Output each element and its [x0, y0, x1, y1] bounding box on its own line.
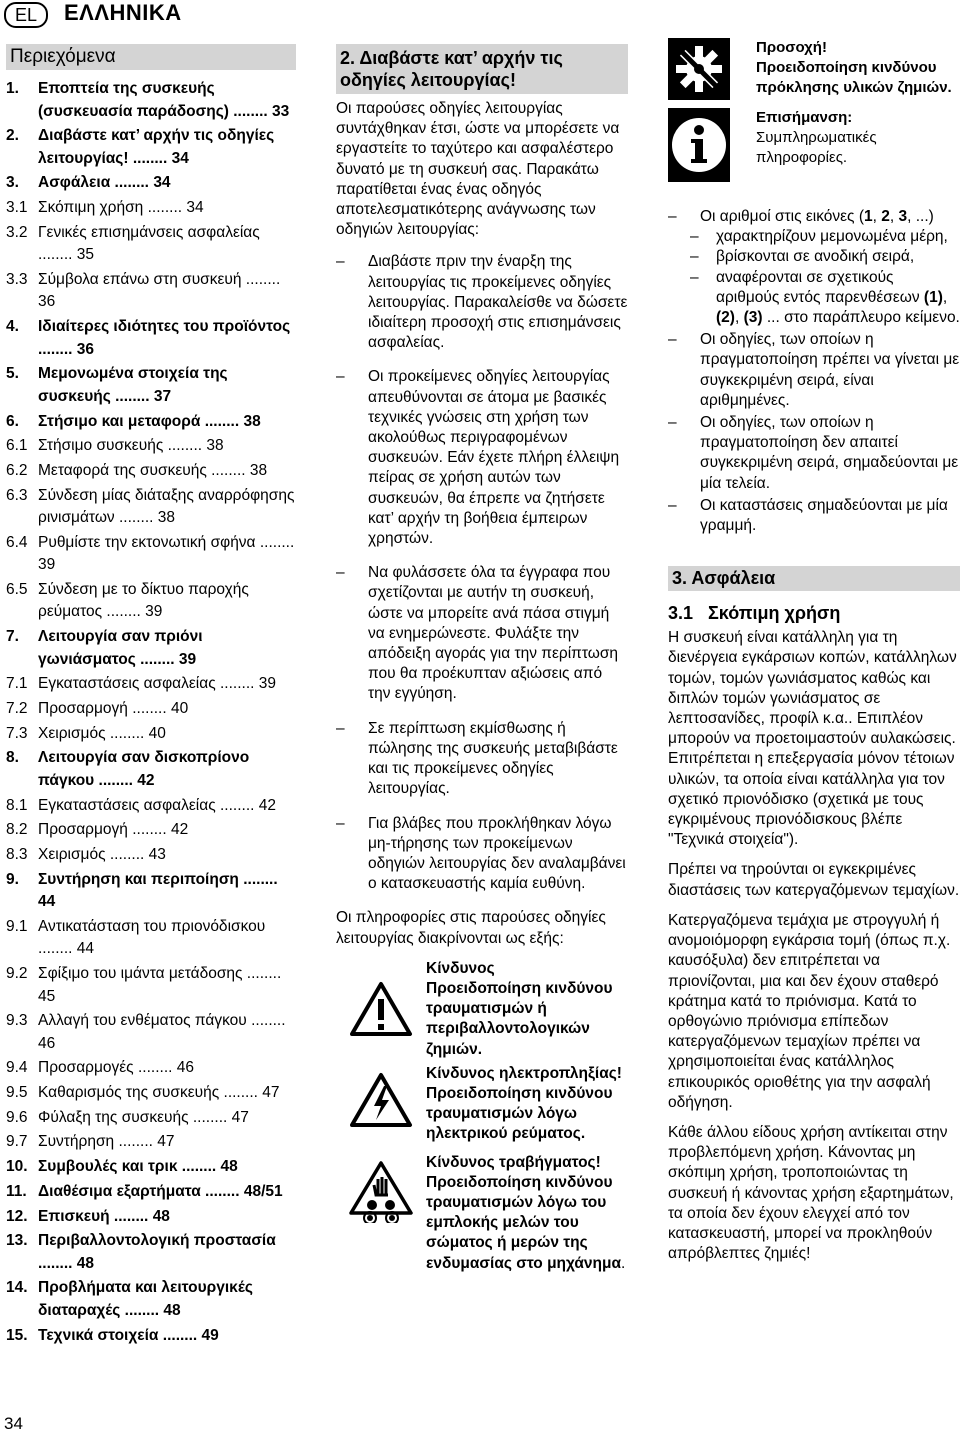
toc-entry-page: 46: [176, 1059, 194, 1077]
toc-entry-number: 6.2: [6, 461, 28, 479]
caution-title: Προσοχή!: [756, 39, 827, 56]
toc-entry-text: Διαθέσιμα εξαρτήματα: [38, 1182, 201, 1200]
toc-entry-number: 6.4: [6, 533, 28, 551]
toc-entry-number: 2.: [6, 127, 19, 145]
note-block: [668, 108, 960, 187]
toc-entry: 9.2 Σφίξιμο του ιμάντα μετάδοσης ........ 45: [6, 963, 296, 1008]
toc-entry-text: Προσαρμογή: [38, 821, 128, 839]
toc-entry-number: 1.: [6, 80, 19, 97]
language-title: ΕΛΛΗΝΙΚΑ: [64, 0, 182, 25]
toc-entry-text: Στήσιμο και μεταφορά: [38, 412, 201, 430]
hazard-entangle-period: .: [621, 1254, 626, 1272]
toc-entry: 8. Λειτουργία σαν δισκοπρίονο πάγκου ........ 42: [6, 747, 296, 792]
toc-entry-page: 42: [258, 796, 277, 814]
section2-bullets: [336, 252, 628, 894]
toc-entry-page: 43: [148, 845, 166, 863]
toc-entry-page: 35: [76, 246, 95, 264]
toc-entry: 6.4 Ρυθμίστε την εκτονωτική σφήνα ........ 39: [6, 532, 296, 577]
toc-entry-page: 44: [38, 893, 56, 911]
toc-entry-page: 39: [178, 650, 197, 668]
toc-entry-number: 9.7: [6, 1133, 28, 1151]
toc-entry-number: 4.: [6, 318, 19, 336]
toc-entry: 9.4 Προσαρμογές ........ 46: [6, 1057, 296, 1080]
toc-entry-page: 47: [262, 1084, 280, 1102]
usage-paragraph-3: Κατεργαζόμενα τεμάχια με στρογγυλή ή ανομοιόμορφη εγκάρσια τομή (όπως π.χ. καυσόξυλα) δεν επιτρέπεται να πριονίζονται, μια και δεν έχουν σταθερό κράτημα κατά το πριόνισμα. Κατά το ορθογώνιο πριόνισμα επίπεδων κατεργαζόμενων τεμαχίων πρέπει να χρησιμοποιείται ένας κατάλληλος επικουρικός οριοθέτης για την ασφαλή οδήγηση.: [668, 911, 951, 1111]
toc-entry-number: 6.3: [6, 486, 28, 504]
usage-paragraph-4: Κάθε άλλου είδους χρήση αντίκειται στην προβλεπόμενη χρήση. Κάνοντας μη σκόπιμη χρήση, τροποποιώντας τη συσκευή ή κάνοντας χρήση εξαρτημάτων, τα οποία δεν έχουν ελεγχεί από τον κατασκευαστή, μπορεί να προκληθούν απρόβλεπτες ζημιές!: [668, 1123, 954, 1263]
toc-entry: 6.5 Σύνδεση με το δίκτυο παροχής ρεύματος ........ 39: [6, 579, 296, 624]
hazard-electric-title: Κίνδυνος ηλεκτροπληξίας!: [426, 1064, 622, 1082]
toc-entry-text: Χειρισμός: [38, 724, 106, 742]
toc-entry: 9.6 Φύλαξη της συσκευής ........ 47: [6, 1107, 296, 1130]
toc-entry-number: 13.: [6, 1232, 28, 1250]
hazard-danger-title: Κίνδυνος: [426, 959, 495, 977]
toc-entry-page: 37: [153, 387, 172, 405]
info-icon: [668, 108, 730, 182]
toc-entry-text: Μεταφορά της συσκευής: [38, 461, 207, 479]
toc-list: [6, 78, 296, 1347]
toc-entry-text: Λειτουργία σαν πριόνι γωνιάσματος: [38, 628, 203, 668]
toc-entry-text: Συντήρηση: [38, 1133, 115, 1151]
toc-entry-text: Σύνδεση μίας διάταξης αναρρόφησης ρινισμάτων: [38, 486, 295, 527]
toc-entry-text: Εγκαταστάσεις ασφαλείας: [38, 796, 216, 814]
toc-entry-text: Περιβαλλοντολογική προστασία: [38, 1232, 276, 1250]
hazard-entangle-text: Προειδοποίηση κινδύνου τραυματισμών λόγω του εμπλοκής μελών του σώματος ή μερών της ενδυμασίας στο μηχάνημα: [426, 1173, 622, 1272]
toc-entry-text: Προσαρμογές: [38, 1059, 134, 1077]
toc-entry-page: 48: [152, 1207, 170, 1225]
toc-entry-text: Καθαρισμός της συσκευής: [38, 1084, 220, 1102]
toc-entry-page: 45: [38, 987, 56, 1005]
toc-entry-page: 38: [157, 509, 175, 527]
note-title: Επισήμανση:: [756, 109, 853, 126]
toc-entry-text: Συντήρηση και περιποίηση: [38, 870, 239, 888]
toc-entry-page: 36: [38, 293, 56, 311]
toc-entry: 8.2 Προσαρμογή ........ 42: [6, 819, 296, 842]
toc-entry-number: 6.5: [6, 580, 28, 598]
toc-entry: 1. Εποπτεία της συσκευής (συσκευασία παράδοσης) ........ 33: [6, 78, 296, 123]
toc-entry-text: Σύνδεση με το δίκτυο παροχής ρεύματος: [38, 580, 249, 621]
page-number: 34: [4, 1414, 23, 1433]
toc-entry-page: 40: [148, 724, 166, 742]
toc-entry-text: Επισκευή: [38, 1207, 110, 1225]
toc-entry-page: 48: [220, 1158, 238, 1176]
toc-entry: 9. Συντήρηση και περιποίηση ........ 44: [6, 869, 296, 914]
toc-entry: 6.3 Σύνδεση μίας διάταξης αναρρόφησης ρινισμάτων ........ 38: [6, 485, 296, 530]
toc-entry: 11. Διαθέσιμα εξαρτήματα ........ 48/51: [6, 1181, 296, 1204]
usage-paragraph-1: Η συσκευή είναι κατάλληλη για τη διενέργεια εγκάρσιων κοπών, κατάλληλων τομών, τομών γωνιάσματος καθώς και διπλών τομών γωνιάσματος σε λεπτοσανίδες, προφίλ κ.α.. Επιπλέον μπορούν να προετοιμαστούν αυλακώσεις. Επιτρέπεται η επεξεργασία μόνον τέτοιων υλικών, τα οποία είναι κατάλληλα για τον σχετικό πριονόδισκο (σχετικά με τους εγκριμένους πριονόδισκους βλέπε "Τεχνικά στοιχεία").: [668, 629, 957, 849]
toc-entry-page: 39: [258, 675, 277, 693]
toc-entry: 7.3 Χειρισμός ........ 40: [6, 723, 296, 746]
toc-entry-number: 9.3: [6, 1012, 28, 1030]
toc-entry-text: Εποπτεία της συσκευής (συσκευασία παράδοσης): [38, 80, 229, 120]
toc-entry-number: 8.: [6, 749, 19, 767]
toc-entry-number: 6.: [6, 412, 19, 430]
toc-entry-page: 42: [137, 771, 155, 789]
toc-entry: 6.2 Μεταφορά της συσκευής ........ 38: [6, 460, 296, 483]
section2-bullet: – Να φυλάσσετε όλα τα έγγραφα που σχετίζονται με αυτήν τη συσκευή, ώστε να μπορείτε ανά πάσα στιγμή να ενημερώνεστε. Φυλάξτε την απόδειξη αγοράς για την περίπτωση που θα προέκυπταν αξιώσεις από την εγγύηση.: [336, 564, 619, 703]
toc-entry: 8.3 Χειρισμός ........ 43: [6, 844, 296, 867]
toc-entry-number: 3.3: [6, 270, 28, 288]
toc-entry-number: 3.: [6, 174, 19, 192]
toc-entry-text: Μεμονωμένα στοιχεία της συσκευής: [38, 365, 228, 405]
hazard-entangle: [336, 1153, 628, 1274]
toc-entry-number: 14.: [6, 1279, 28, 1297]
toc-entry-number: 10.: [6, 1158, 28, 1176]
unordered-bullet: – Οι οδηγίες, των οποίων η πραγματοποίηση δεν απαιτεί συγκεκριμένη σειρά, σημαδεύονται με μία τελεία.: [668, 414, 959, 492]
section2-title: 2. Διαβάστε κατ’ αρχήν τις οδηγίες λειτουργίας!: [336, 44, 628, 94]
toc-entry-text: Φύλαξη της συσκευής: [38, 1108, 189, 1126]
toc-entry-page: 36: [76, 340, 95, 358]
numbers-bullet: – Οι αριθμοί στις εικόνες (1, 2, 3, ...): [668, 208, 934, 225]
toc-entry-number: 9.: [6, 870, 19, 888]
toc-entry-number: 5.: [6, 365, 19, 383]
toc-entry-page: 39: [38, 556, 56, 574]
toc-entry-text: Γενικές επισημάνσεις ασφαλείας: [38, 223, 260, 241]
section3-title: 3. Ασφάλεια: [668, 566, 960, 591]
toc-entry-page: 48: [163, 1301, 181, 1319]
toc-entry: 15. Τεχνικά στοιχεία ........ 49: [6, 1325, 296, 1348]
toc-entry: 3. Ασφάλεια ........ 34: [6, 172, 296, 195]
toc-entry-number: 7.: [6, 628, 19, 646]
numbers-sub-1: – χαρακτηρίζουν μεμονωμένα μέρη,: [690, 228, 948, 246]
toc-entry-text: Αλλαγή του ενθέματος πάγκου: [38, 1012, 247, 1030]
section2-bullet: – Για βλάβες που προκλήθηκαν λόγω μη-τήρησης των προκείμενων οδηγιών λειτουργίας δεν αναλαμβάνει ο κατασκευαστής καμία ευθύνη.: [336, 814, 626, 893]
hazard-electric: [336, 1064, 628, 1145]
toc-entry: 9.5 Καθαρισμός της συσκευής ........ 47: [6, 1082, 296, 1105]
ordered-bullet: – Οι οδηγίες, των οποίων η πραγματοποίηση πρέπει να γίνεται με συγκεκριμένη σειρά, είναι αριθμημένες.: [668, 331, 960, 409]
toc-entry: 6. Στήσιμο και μεταφορά ........ 38: [6, 411, 296, 434]
toc-entry-number: 9.4: [6, 1059, 28, 1077]
toc-entry-number: 7.1: [6, 675, 28, 693]
toc-entry-number: 9.1: [6, 917, 28, 935]
toc-title: Περιεχόμενα: [6, 44, 296, 70]
info-intro: Οι πληροφορίες στις παρούσες οδηγίες λειτουργίας διακρίνονται ως εξής:: [336, 909, 606, 947]
language-code-badge: EL: [4, 2, 48, 28]
caution-text: Προειδοποίηση κινδύνου πρόκλησης υλικών ζημιών.: [756, 59, 952, 96]
toc-entry-number: 8.3: [6, 845, 28, 863]
toc-entry: 9.1 Αντικατάσταση του πριονόδισκου ........ 44: [6, 916, 296, 961]
toc-entry-page: 44: [76, 940, 95, 958]
toc-entry-page: 46: [38, 1034, 56, 1052]
section2-bullet: – Σε περίπτωση εκμίσθωσης ή πώλησης της συσκευής μεταβιβάστε και τις προκείμενες οδηγίες λειτουργίας.: [336, 719, 618, 798]
caution-block: [668, 38, 960, 105]
status-bullet: – Οι καταστάσεις σημαδεύονται με μία γραμμή.: [668, 496, 948, 535]
toc-entry-text: Λειτουργία σαν δισκοπρίονο πάγκου: [38, 749, 250, 789]
toc-entry-text: Ιδιαίτερες ιδιότητες του προϊόντος: [38, 318, 291, 336]
toc-entry-text: Προβλήματα και λειτουργικές διαταραχές: [38, 1279, 253, 1319]
toc-entry-text: Διαβάστε κατ’ αρχήν τις οδηγίες λειτουργίας!: [38, 127, 275, 167]
toc-entry-number: 11.: [6, 1182, 27, 1200]
toc-entry: 5. Μεμονωμένα στοιχεία της συσκευής ........ 37: [6, 363, 296, 408]
toc-column: [6, 44, 296, 1349]
section2-column: [336, 44, 628, 1274]
toc-entry-page: 48: [76, 1254, 95, 1272]
toc-entry-text: Συμβουλές και τρικ: [38, 1158, 178, 1176]
toc-entry: 10. Συμβουλές και τρικ ........ 48: [6, 1156, 296, 1179]
toc-entry: 9.3 Αλλαγή του ενθέματος πάγκου ........ 46: [6, 1010, 296, 1055]
toc-entry-page: 42: [170, 821, 189, 839]
toc-entry: 3.3 Σύμβολα επάνω στη συσκευή ........ 36: [6, 269, 296, 314]
toc-entry-page: 47: [231, 1108, 249, 1126]
numbers-sub-2: – βρίσκονται σε ανοδική σειρά,: [690, 248, 915, 266]
toc-entry-number: 8.1: [6, 796, 28, 814]
toc-entry: 2. Διαβάστε κατ’ αρχήν τις οδηγίες λειτουργίας! ........ 34: [6, 125, 296, 170]
toc-entry-number: 9.2: [6, 965, 28, 982]
hazard-danger: [336, 959, 628, 1060]
toc-entry-number: 15.: [6, 1326, 28, 1344]
right-column: [668, 38, 960, 1264]
usage-paragraph-2: Πρέπει να τηρούνται οι εγκεκριμένες διαστάσεις των κατεργαζόμενων τεμαχίων.: [668, 861, 960, 899]
toc-entry-text: Χειρισμός: [38, 845, 106, 863]
toc-entry-number: 3.2: [6, 223, 28, 241]
toc-entry-text: Σκόπιμη χρήση: [38, 199, 144, 217]
toc-entry-text: Αντικατάσταση του πριονόδισκου: [38, 917, 266, 935]
toc-entry-text: Τεχνικά στοιχεία: [38, 1326, 159, 1344]
hazard-entangle-title: Κίνδυνος τραβήγματος!: [426, 1153, 601, 1171]
toc-entry: 9.7 Συντήρηση ........ 47: [6, 1131, 296, 1154]
toc-entry-number: 3.1: [6, 199, 28, 217]
toc-entry-page: 34: [153, 174, 171, 192]
toc-entry-page: 34: [171, 149, 189, 167]
toc-entry-number: 7.2: [6, 700, 28, 717]
toc-entry-page: 33: [272, 102, 290, 120]
hazard-electric-text: Προειδοποίηση κινδύνου τραυματισμών λόγω ηλεκτρικού ρεύματος.: [426, 1084, 613, 1143]
toc-entry-page: 38: [243, 412, 261, 430]
toc-entry-number: 7.3: [6, 724, 28, 742]
numbers-sub-3: – αναφέρονται σε σχετικούς αριθμούς εντός παρενθέσεων (1), (2), (3) ... στο παράπλευρο κείμενο.: [690, 268, 960, 327]
toc-entry: 14. Προβλήματα και λειτουργικές διαταραχές ........ 48: [6, 1277, 296, 1322]
section2-intro: Οι παρούσες οδηγίες λειτουργίας συντάχθηκαν έτσι, ώστε να μπορέσετε να εργαστείτε το ταχύτερο και ασφαλέστερο δυνατό με τη συσκευή σας. Παρακάτω παρατίθεται ένας ένας οδηγός αποτελεσματικότερης ανάγνωσης των οδηγιών λειτουργίας:: [336, 100, 620, 239]
toc-entry-number: 8.2: [6, 821, 28, 839]
electric-shock-icon: [349, 1072, 413, 1128]
toc-entry: 7. Λειτουργία σαν πριόνι γωνιάσματος ........ 39: [6, 626, 296, 671]
warning-triangle-icon: [349, 981, 413, 1037]
entanglement-hazard-icon: [348, 1161, 414, 1223]
toc-entry-page: 47: [157, 1133, 175, 1151]
toc-entry-text: Ασφάλεια: [38, 174, 111, 192]
toc-entry-page: 48/51: [243, 1182, 283, 1200]
toc-entry-text: Ρυθμίστε την εκτονωτική σφήνα: [38, 533, 256, 551]
toc-entry-text: Στήσιμο συσκευής: [38, 437, 164, 455]
toc-entry: 7.1 Εγκαταστάσεις ασφαλείας ........ 39: [6, 673, 296, 696]
toc-entry-number: 12.: [6, 1207, 28, 1225]
toc-entry-page: 38: [249, 461, 268, 479]
toc-entry-text: Σύμβολα επάνω στη συσκευή: [38, 270, 242, 288]
toc-entry-text: Εγκαταστάσεις ασφαλείας: [38, 675, 216, 693]
toc-entry: 3.2 Γενικές επισημάνσεις ασφαλείας ........ 35: [6, 222, 296, 267]
toc-entry: 6.1 Στήσιμο συσκευής ........ 38: [6, 435, 296, 458]
section31-heading: 3.1 Σκόπιμη χρήση: [668, 603, 841, 624]
section2-bullet: – Οι προκείμενες οδηγίες λειτουργίας απευθύνονται σε άτομα με βασικές τεχνικές γνώσεις στη χρήση των ακολούθως περιγραφομένων συσκευών. Εάν έχετε πλήρη έλλειψη πείρας σε χρήση αυτών των συσκευών, θα έπρεπε να ζητήσετε κατ’ αρχήν τη βοήθεια έμπειρων χρηστών.: [336, 368, 620, 548]
toc-entry-page: 38: [206, 437, 224, 455]
note-text: Συμπληρωματικές πληροφορίες.: [756, 129, 877, 166]
toc-entry: 13. Περιβαλλοντολογική προστασία ........ 48: [6, 1230, 296, 1275]
toc-entry-page: 39: [145, 603, 163, 621]
toc-entry-page: 49: [201, 1326, 219, 1344]
toc-entry-text: Σφίξιμο του ιμάντα μετάδοσης: [38, 965, 243, 982]
toc-entry: 4. Ιδιαίτερες ιδιότητες του προϊόντος ........ 36: [6, 316, 296, 361]
toc-entry-number: 9.5: [6, 1084, 28, 1102]
section2-bullet: – Διαβάστε πριν την έναρξη της λειτουργίας τις προκείμενες οδηγίες λειτουργίας. Παρακαλείσθε να δώσετε ιδιαίτερη προσοχή στις επισημάνσεις ασφαλείας.: [336, 253, 628, 352]
caution-gear-icon: [668, 38, 730, 100]
toc-entry-page: 40: [170, 700, 189, 717]
toc-entry: 3.1 Σκόπιμη χρήση ........ 34: [6, 197, 296, 220]
toc-entry: 12. Επισκευή ........ 48: [6, 1206, 296, 1229]
toc-entry: 7.2 Προσαρμογή ........ 40: [6, 698, 296, 721]
toc-entry-number: 6.1: [6, 437, 28, 455]
toc-entry-text: Προσαρμογή: [38, 700, 128, 717]
hazard-danger-text: Προειδοποίηση κινδύνου τραυματισμών ή περιβαλλοντολογικών ζημιών.: [426, 979, 613, 1058]
toc-entry: 8.1 Εγκαταστάσεις ασφαλείας ........ 42: [6, 795, 296, 818]
toc-entry-page: 34: [186, 199, 204, 217]
toc-entry-number: 9.6: [6, 1108, 28, 1126]
